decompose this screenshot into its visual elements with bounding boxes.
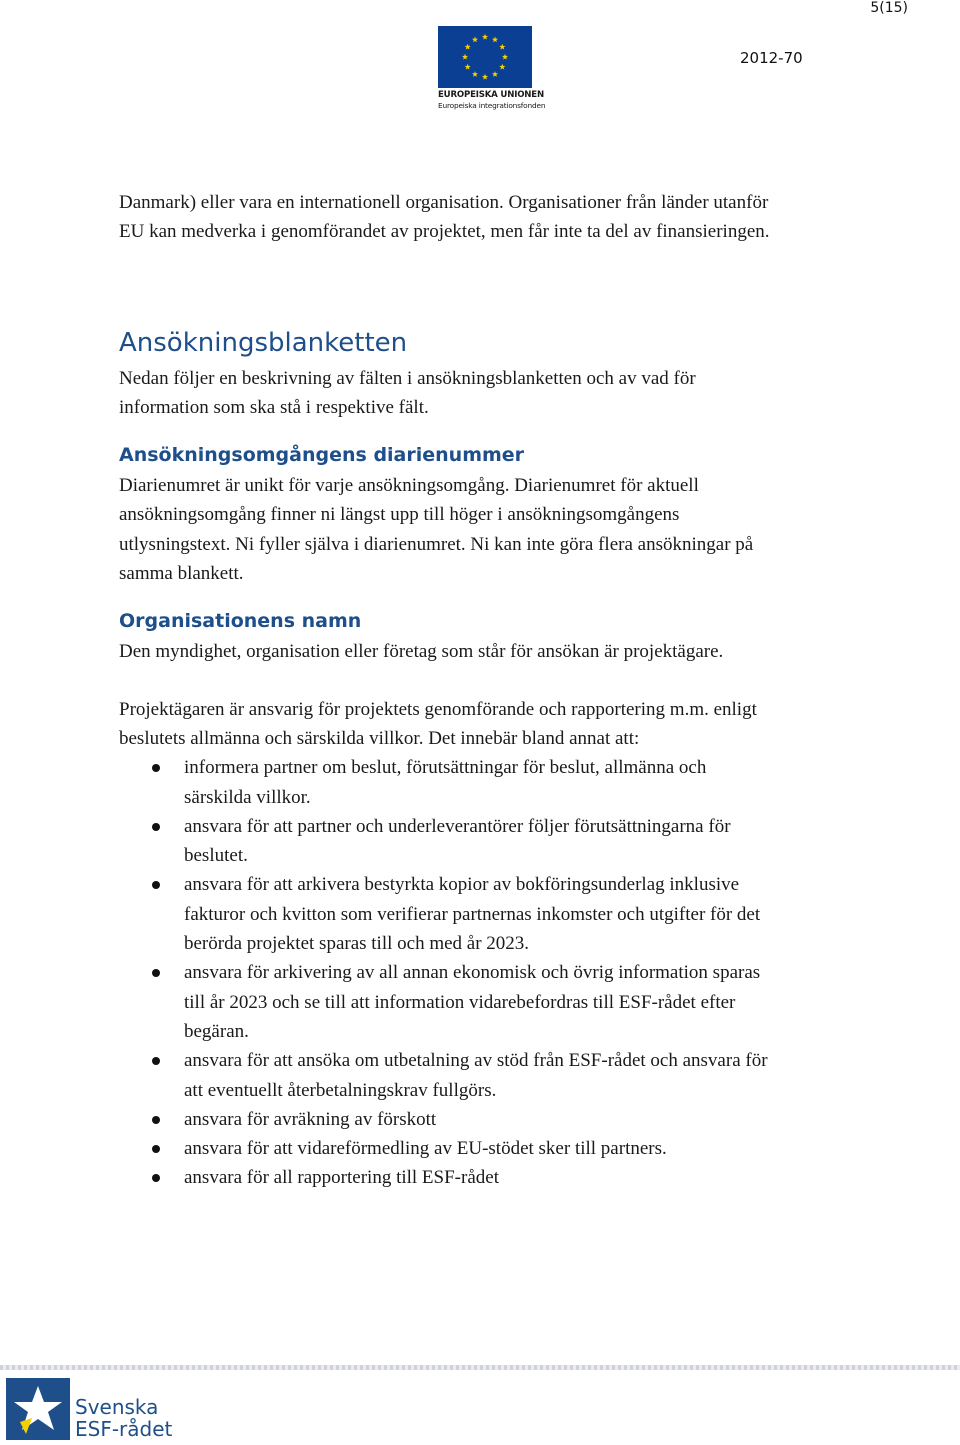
bullet-icon <box>152 1057 160 1065</box>
section1-line: Nedan följer en beskrivning av fälten i ansökningsblanketten och av vad för <box>119 367 696 389</box>
section-heading-organisationens-namn: Organisationens namn <box>119 610 362 633</box>
list-item-line: ansvara för arkivering av all annan ekonomisk och övrig information sparas <box>184 962 761 984</box>
list-item-line: särskilda villkor. <box>184 786 311 808</box>
responsibility-list <box>119 753 879 1192</box>
bullet-icon <box>152 881 160 889</box>
list-item-line: informera partner om beslut, förutsättningar för beslut, allmänna och <box>184 757 707 779</box>
list-item-line: beslutet. <box>184 845 248 867</box>
eu-logo-subtitle: Europeiska integrationsfonden <box>438 101 546 110</box>
list-item-line: till år 2023 och se till att information vidarebefordras till ESF-rådet efter <box>184 991 736 1013</box>
intro-line: EU kan medverka i genomförandet av projektet, men får inte ta del av finansieringen. <box>119 221 770 243</box>
list-item-line: ansvara för att arkivera bestyrkta kopior av bokföringsunderlag inklusive <box>184 874 740 896</box>
bullet-icon <box>152 1145 160 1153</box>
bullet-icon <box>152 764 160 772</box>
section3-line: beslutets allmänna och särskilda villkor. Det innebär bland annat att: <box>119 727 640 749</box>
list-item-line: ansvara för all rapportering till ESF-rådet <box>184 1167 499 1189</box>
document-number: 2012-70 <box>740 49 803 67</box>
list-item-line: begäran. <box>184 1020 249 1042</box>
intro-line: Danmark) eller vara en internationell organisation. Organisationer från länder utanför <box>119 192 769 213</box>
list-item <box>119 812 879 871</box>
list-item-line: ansvara för att ansöka om utbetalning av stöd från ESF-rådet och ansvara för <box>184 1050 768 1072</box>
section2-paragraph <box>119 471 879 588</box>
bullet-icon <box>152 1116 160 1124</box>
list-item-line: att eventuellt återbetalningskrav fullgörs. <box>184 1079 497 1101</box>
list-item <box>119 1134 879 1163</box>
list-item-line: ansvara för att vidareförmedling av EU-stödet sker till partners. <box>184 1138 667 1160</box>
list-item-line: ansvara för att partner och underleverantörer följer förutsättningarna för <box>184 815 731 837</box>
section2-line: ansökningsomgång finner ni längst upp till höger i ansökningsomgångens <box>119 504 680 526</box>
esf-logo-text <box>75 1396 172 1440</box>
section2-line: Diarienumret är unikt för varje ansökningsomgång. Diarienumret för aktuell <box>119 475 699 497</box>
esf-logo-line2: ESF-rådet <box>75 1417 173 1441</box>
list-item <box>119 1163 879 1192</box>
page-number: 5(15) <box>870 0 908 16</box>
section-heading-ansokningsblanketten: Ansökningsblanketten <box>119 327 408 358</box>
section3-paragraph-1: Den myndighet, organisation eller företag som står för ansökan är projektägare. <box>119 641 724 663</box>
section1-line: information som ska stå i respektive fält. <box>119 396 429 418</box>
bullet-icon <box>152 969 160 977</box>
intro-paragraph <box>119 188 879 247</box>
list-item <box>119 870 879 958</box>
section3-line: Projektägaren är ansvarig för projektets genomförande och rapportering m.m. enligt <box>119 698 757 720</box>
section2-line: utlysningstext. Ni fyller själva i diarienumret. Ni kan inte göra flera ansökningar på <box>119 533 754 555</box>
section-heading-diarienummer: Ansökningsomgångens diarienummer <box>119 444 525 467</box>
list-item <box>119 1046 879 1105</box>
section2-line: samma blankett. <box>119 563 244 585</box>
section3-paragraph-2 <box>119 695 879 754</box>
eu-logo-title: EUROPEISKA UNIONEN <box>438 90 544 100</box>
list-item-line: ansvara för avräkning av förskott <box>184 1108 437 1130</box>
list-item-line: fakturor och kvitton som verifierar partnernas inkomster och utgifter för det <box>184 903 761 925</box>
esf-logo-line1: Svenska <box>75 1395 159 1419</box>
list-item-line: berörda projektet sparas till och med år 2023. <box>184 933 530 955</box>
section1-paragraph <box>119 364 879 423</box>
list-item <box>119 958 879 1046</box>
eu-logo <box>438 26 546 110</box>
document-body <box>119 188 879 1193</box>
eu-flag-icon <box>438 26 532 88</box>
list-item <box>119 1105 879 1134</box>
footer-divider <box>0 1365 960 1370</box>
bullet-icon <box>152 1174 160 1182</box>
bullet-icon <box>152 823 160 831</box>
list-item <box>119 753 879 812</box>
esf-star-icon <box>6 1378 70 1440</box>
